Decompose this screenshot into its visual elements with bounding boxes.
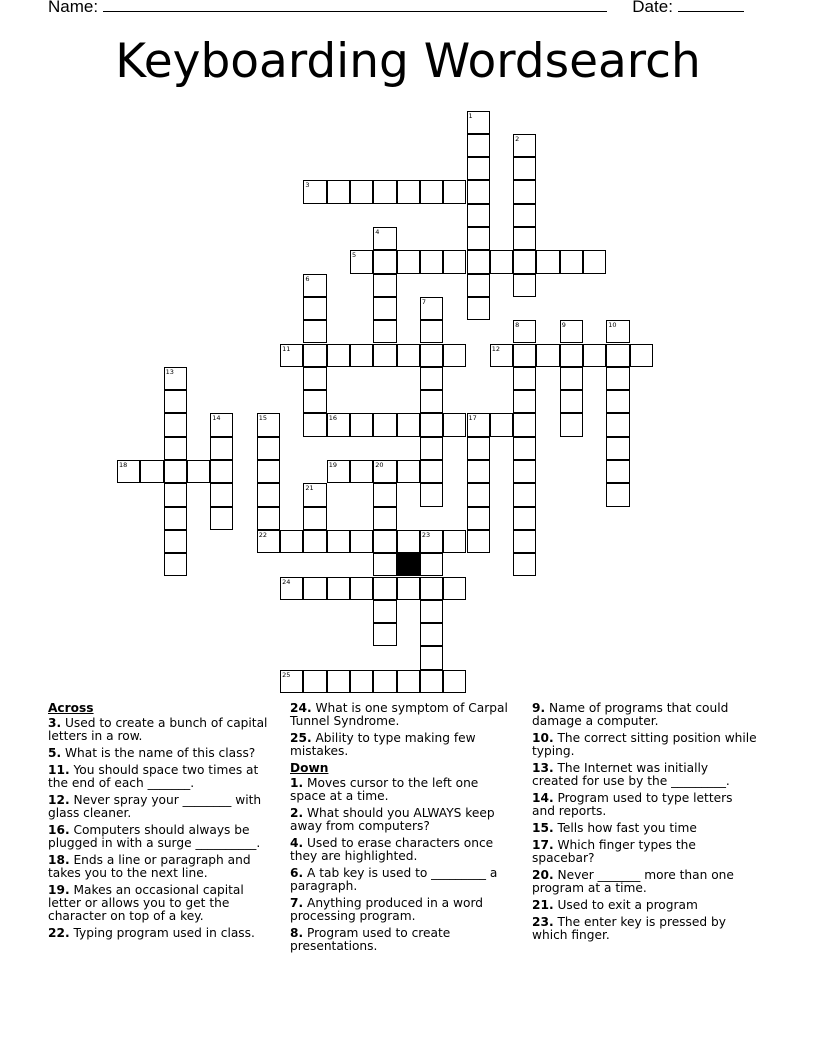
grid-cell[interactable] [397, 344, 420, 367]
grid-cell[interactable] [420, 670, 443, 693]
grid-cell[interactable] [420, 367, 443, 390]
grid-cell[interactable] [420, 390, 443, 413]
grid-cell[interactable] [373, 344, 396, 367]
grid-cell[interactable] [513, 344, 536, 367]
clue-number: 4. [290, 836, 304, 850]
grid-cell[interactable] [257, 460, 280, 483]
grid-cell[interactable] [513, 437, 536, 460]
clue-item [290, 732, 515, 758]
grid-cell[interactable] [350, 344, 373, 367]
name-label: Name: [48, 0, 99, 16]
clue-number: 15 [258, 414, 268, 423]
grid-cell[interactable] [327, 530, 350, 553]
down-clue-list-continued [532, 702, 757, 942]
clues-column-2 [290, 702, 515, 957]
clue-item [532, 916, 757, 942]
grid-cell[interactable] [467, 297, 490, 320]
clue-number: 13 [165, 367, 174, 376]
clue-item [48, 884, 273, 923]
grid-cell[interactable] [303, 507, 326, 530]
grid-cell[interactable] [373, 320, 396, 343]
clue-number: 2 [515, 134, 520, 143]
clue-number: 11 [282, 344, 291, 353]
grid-cell[interactable] [420, 437, 443, 460]
clue-text: Tells how fast you time [553, 821, 697, 835]
grid-cell[interactable] [606, 390, 629, 413]
clue-text: Used to erase characters once they are highlighted. [290, 836, 494, 863]
grid-cell[interactable] [350, 413, 373, 436]
across-heading: Across [48, 701, 94, 715]
across-clue-list [48, 717, 273, 940]
grid-cell[interactable] [210, 460, 233, 483]
clue-number: 3 [305, 181, 310, 190]
grid-cell[interactable] [373, 553, 396, 576]
clue-item [290, 702, 515, 728]
down-clue-list [290, 777, 515, 953]
clue-text: The Internet was initially created for use by the _________. [532, 761, 730, 788]
clue-number: 16. [48, 823, 70, 837]
clue-number: 13. [532, 761, 554, 775]
grid-cell[interactable] [280, 670, 303, 693]
grid-cell[interactable] [606, 344, 629, 367]
grid-cell[interactable] [210, 507, 233, 530]
grid-cell[interactable] [397, 670, 420, 693]
grid-cell[interactable] [420, 250, 443, 273]
clue-number: 19 [328, 461, 337, 469]
grid-cell[interactable] [467, 437, 490, 460]
clue-number: 15. [532, 821, 554, 835]
clue-text: Anything produced in a word processing program. [290, 896, 483, 923]
grid-cell[interactable] [443, 413, 466, 436]
grid-cell[interactable] [373, 250, 396, 273]
grid-cell[interactable] [303, 367, 326, 390]
clue-item [290, 777, 515, 803]
grid-cell[interactable] [397, 530, 420, 553]
clue-text: What is the name of this class? [61, 746, 256, 760]
clue-text: Ability to type making few mistakes. [290, 731, 476, 758]
grid-cell[interactable] [164, 460, 187, 483]
grid-cell[interactable] [373, 227, 396, 250]
clue-number: 21 [305, 484, 314, 493]
grid-cell[interactable] [467, 134, 490, 157]
grid-cell[interactable] [467, 227, 490, 250]
clues-column-3 [532, 702, 757, 946]
grid-cell[interactable] [327, 413, 350, 436]
grid-cell[interactable] [606, 483, 629, 506]
clue-item [290, 927, 515, 953]
page-title: Keyboarding Wordsearch [115, 34, 701, 89]
clue-text: Used to exit a program [553, 898, 698, 912]
clue-number: 18 [119, 461, 128, 469]
clue-text: Never spray your ________ with glass cleaner. [48, 793, 262, 820]
clue-text: Name of programs that could damage a computer. [532, 701, 729, 728]
grid-cell[interactable] [187, 460, 210, 483]
clue-number: 11. [48, 763, 70, 777]
grid-cell[interactable] [513, 320, 536, 343]
clue-number: 8 [515, 321, 520, 330]
grid-cell[interactable] [443, 577, 466, 600]
clue-number: 6. [290, 866, 304, 880]
grid-cell[interactable] [303, 320, 326, 343]
clue-item [532, 762, 757, 788]
grid-cell[interactable] [606, 460, 629, 483]
grid-cell[interactable] [164, 553, 187, 576]
clue-number: 3. [48, 716, 62, 730]
grid-cell[interactable] [467, 250, 490, 273]
clue-number: 1. [290, 776, 304, 790]
date-label: Date: [632, 0, 673, 16]
grid-cell[interactable] [350, 530, 373, 553]
grid-cell[interactable] [373, 460, 396, 483]
clue-number: 12. [48, 793, 70, 807]
grid-cell[interactable] [350, 670, 373, 693]
grid-cell[interactable] [606, 437, 629, 460]
grid-cell[interactable] [513, 227, 536, 250]
clue-number: 14. [532, 791, 554, 805]
grid-cell[interactable] [443, 530, 466, 553]
grid-cell[interactable] [560, 320, 583, 343]
grid-cell[interactable] [420, 600, 443, 623]
grid-cell[interactable] [513, 507, 536, 530]
clue-number: 8. [290, 926, 304, 940]
grid-cell[interactable] [513, 483, 536, 506]
grid-cell[interactable] [583, 344, 606, 367]
grid-cell[interactable] [397, 460, 420, 483]
grid-cell[interactable] [303, 530, 326, 553]
clue-number: 10 [608, 321, 617, 330]
clue-text: Program used to create presentations. [290, 926, 451, 953]
down-heading: Down [290, 761, 329, 775]
grid-cell[interactable] [164, 413, 187, 436]
clue-item [532, 839, 757, 865]
clue-number: 25 [282, 670, 291, 679]
clue-text: Makes an occasional capital letter or allows you to get the character on top of a key. [48, 883, 244, 923]
grid-cell[interactable] [327, 180, 350, 203]
grid-cell[interactable] [164, 530, 187, 553]
grid-cell[interactable] [490, 413, 513, 436]
clue-number: 10. [532, 731, 554, 745]
clue-number: 20 [375, 461, 384, 469]
grid-cell[interactable] [373, 600, 396, 623]
clue-text: The enter key is pressed by which finger. [532, 915, 726, 942]
grid-cell[interactable] [513, 180, 536, 203]
clue-text: The correct sitting position while typing. [532, 731, 757, 758]
grid-cell[interactable] [467, 111, 490, 134]
clue-number: 19. [48, 883, 70, 897]
grid-cell[interactable] [373, 623, 396, 646]
grid-cell[interactable] [513, 413, 536, 436]
clue-text: Never _______ more than one program at a time. [532, 868, 734, 895]
grid-cell[interactable] [490, 250, 513, 273]
grid-cell[interactable] [513, 553, 536, 576]
grid-cell[interactable] [443, 344, 466, 367]
grid-cell[interactable] [513, 204, 536, 227]
grid-cell[interactable] [513, 274, 536, 297]
clue-number: 7. [290, 896, 304, 910]
grid-cell[interactable] [490, 344, 513, 367]
grid-cell[interactable] [373, 413, 396, 436]
grid-cell[interactable] [327, 577, 350, 600]
grid-cell[interactable] [560, 344, 583, 367]
grid-cell[interactable] [467, 180, 490, 203]
grid-cell[interactable] [257, 507, 280, 530]
grid-cell[interactable] [467, 274, 490, 297]
clue-item [48, 717, 273, 743]
grid-cell[interactable] [373, 577, 396, 600]
grid-cell[interactable] [397, 413, 420, 436]
grid-cell[interactable] [420, 553, 443, 576]
clue-number: 4 [375, 228, 380, 236]
grid-cell[interactable] [560, 390, 583, 413]
grid-cell[interactable] [443, 670, 466, 693]
grid-cell[interactable] [373, 670, 396, 693]
across-clue-list-continued [290, 702, 515, 758]
grid-cell[interactable] [420, 460, 443, 483]
grid-cell[interactable] [513, 460, 536, 483]
grid-cell[interactable] [373, 274, 396, 297]
grid-cell[interactable] [397, 180, 420, 203]
clue-item [48, 824, 273, 850]
clue-text: A tab key is used to _________ a paragraph. [290, 866, 498, 893]
black-square [397, 553, 420, 576]
grid-cell[interactable] [420, 413, 443, 436]
grid-cell[interactable] [467, 483, 490, 506]
clue-number: 24 [282, 577, 291, 586]
grid-cell[interactable] [257, 483, 280, 506]
clue-item [48, 747, 273, 760]
grid-cell[interactable] [350, 460, 373, 483]
grid-cell[interactable] [303, 670, 326, 693]
grid-cell[interactable] [420, 530, 443, 553]
clue-text: Which finger types the spacebar? [532, 838, 696, 865]
grid-cell[interactable] [606, 320, 629, 343]
clue-number: 23 [421, 530, 431, 539]
grid-cell[interactable] [303, 180, 326, 203]
grid-cell[interactable] [443, 250, 466, 273]
clue-number: 5 [352, 251, 357, 260]
grid-cell[interactable] [303, 297, 326, 320]
clue-number: 22. [48, 926, 70, 940]
clue-item [48, 927, 273, 940]
grid-cell[interactable] [164, 390, 187, 413]
grid-cell[interactable] [280, 344, 303, 367]
grid-cell[interactable] [303, 344, 326, 367]
clue-text: Program used to type letters and reports. [532, 791, 733, 818]
grid-cell[interactable] [420, 297, 443, 320]
grid-cell[interactable] [373, 530, 396, 553]
clue-number: 24. [290, 701, 312, 715]
grid-cell[interactable] [257, 413, 280, 436]
clue-item [290, 897, 515, 923]
clue-item [48, 764, 273, 790]
clue-item [532, 899, 757, 912]
grid-cell[interactable] [467, 460, 490, 483]
grid-cell[interactable] [467, 157, 490, 180]
grid-cell[interactable] [560, 413, 583, 436]
grid-cell[interactable] [513, 367, 536, 390]
clue-number: 9. [532, 701, 546, 715]
grid-cell[interactable] [397, 250, 420, 273]
clue-number: 25. [290, 731, 312, 745]
grid-cell[interactable] [513, 157, 536, 180]
clue-number: 16 [328, 414, 337, 423]
clue-number: 7 [421, 297, 427, 306]
grid-cell[interactable] [210, 483, 233, 506]
clue-number: 17. [532, 838, 554, 852]
clue-number: 1 [468, 111, 473, 120]
grid-cell[interactable] [397, 577, 420, 600]
grid-cell[interactable] [327, 344, 350, 367]
grid-cell[interactable] [280, 577, 303, 600]
grid-cell[interactable] [420, 623, 443, 646]
clue-number: 18. [48, 853, 70, 867]
grid-cell[interactable] [210, 413, 233, 436]
grid-cell[interactable] [164, 483, 187, 506]
clue-item [48, 794, 273, 820]
clue-number: 21. [532, 898, 554, 912]
grid-cell[interactable] [257, 530, 280, 553]
clue-item [532, 732, 757, 758]
grid-cell[interactable] [373, 297, 396, 320]
clue-number: 20. [532, 868, 554, 882]
clue-number: 23. [532, 915, 554, 929]
grid-cell[interactable] [467, 507, 490, 530]
grid-cell[interactable] [117, 460, 140, 483]
grid-cell[interactable] [420, 320, 443, 343]
clues-column-1 [48, 702, 273, 944]
clue-text: Used to create a bunch of capital letters in a row. [48, 716, 268, 743]
grid-cell[interactable] [630, 344, 653, 367]
clue-text: Ends a line or paragraph and takes you to the next line. [48, 853, 251, 880]
clue-text: What should you ALWAYS keep away from computers? [290, 806, 495, 833]
clue-item [290, 867, 515, 893]
grid-cell[interactable] [303, 274, 326, 297]
clue-text: What is one symptom of Carpal Tunnel Syndrome. [290, 701, 508, 728]
grid-cell[interactable] [303, 413, 326, 436]
grid-cell[interactable] [513, 530, 536, 553]
grid-cell[interactable] [420, 646, 443, 669]
clue-text: Moves cursor to the left one space at a time. [290, 776, 479, 803]
grid-cell[interactable] [583, 250, 606, 273]
clue-item [48, 854, 273, 880]
grid-cell[interactable] [420, 483, 443, 506]
grid-cell[interactable] [373, 180, 396, 203]
grid-cell[interactable] [164, 507, 187, 530]
grid-cell[interactable] [467, 204, 490, 227]
grid-cell[interactable] [536, 250, 559, 273]
grid-cell[interactable] [513, 390, 536, 413]
clue-item [532, 702, 757, 728]
clue-number: 2. [290, 806, 304, 820]
grid-cell[interactable] [513, 250, 536, 273]
clue-number: 6 [305, 274, 310, 283]
grid-cell[interactable] [560, 367, 583, 390]
grid-cell[interactable] [513, 134, 536, 157]
grid-cell[interactable] [280, 530, 303, 553]
grid-cell[interactable] [373, 483, 396, 506]
grid-cell[interactable] [327, 460, 350, 483]
grid-cell[interactable] [164, 367, 187, 390]
clue-item [290, 837, 515, 863]
grid-cell[interactable] [420, 344, 443, 367]
grid-cell[interactable] [467, 530, 490, 553]
clue-text: Typing program used in class. [69, 926, 255, 940]
clue-number: 17 [468, 414, 477, 423]
grid-cell[interactable] [350, 180, 373, 203]
grid-cell[interactable] [210, 437, 233, 460]
grid-cell[interactable] [164, 437, 187, 460]
clue-text: You should space two times at the end of each _______. [48, 763, 259, 790]
clue-item [532, 792, 757, 818]
clue-text: Computers should always be plugged in with a surge __________. [48, 823, 261, 850]
grid-cell[interactable] [303, 390, 326, 413]
grid-cell[interactable] [467, 413, 490, 436]
grid-cell[interactable] [303, 483, 326, 506]
grid-cell[interactable] [257, 437, 280, 460]
grid-cell[interactable] [350, 577, 373, 600]
clue-number: 5. [48, 746, 62, 760]
clue-number: 12 [491, 344, 501, 353]
grid-cell[interactable] [303, 577, 326, 600]
grid-cell[interactable] [420, 180, 443, 203]
grid-cell[interactable] [606, 367, 629, 390]
grid-cell[interactable] [536, 344, 559, 367]
grid-cell[interactable] [350, 250, 373, 273]
clue-item [532, 869, 757, 895]
grid-cell[interactable] [560, 250, 583, 273]
grid-cell[interactable] [420, 577, 443, 600]
clue-number: 9 [561, 321, 566, 330]
grid-cell[interactable] [606, 413, 629, 436]
clue-number: 14 [212, 414, 221, 423]
grid-cell[interactable] [443, 180, 466, 203]
clue-item [532, 822, 757, 835]
grid-cell[interactable] [140, 460, 163, 483]
clue-item [290, 807, 515, 833]
grid-cell[interactable] [327, 670, 350, 693]
grid-cell[interactable] [373, 507, 396, 530]
clue-number: 22 [258, 530, 268, 539]
